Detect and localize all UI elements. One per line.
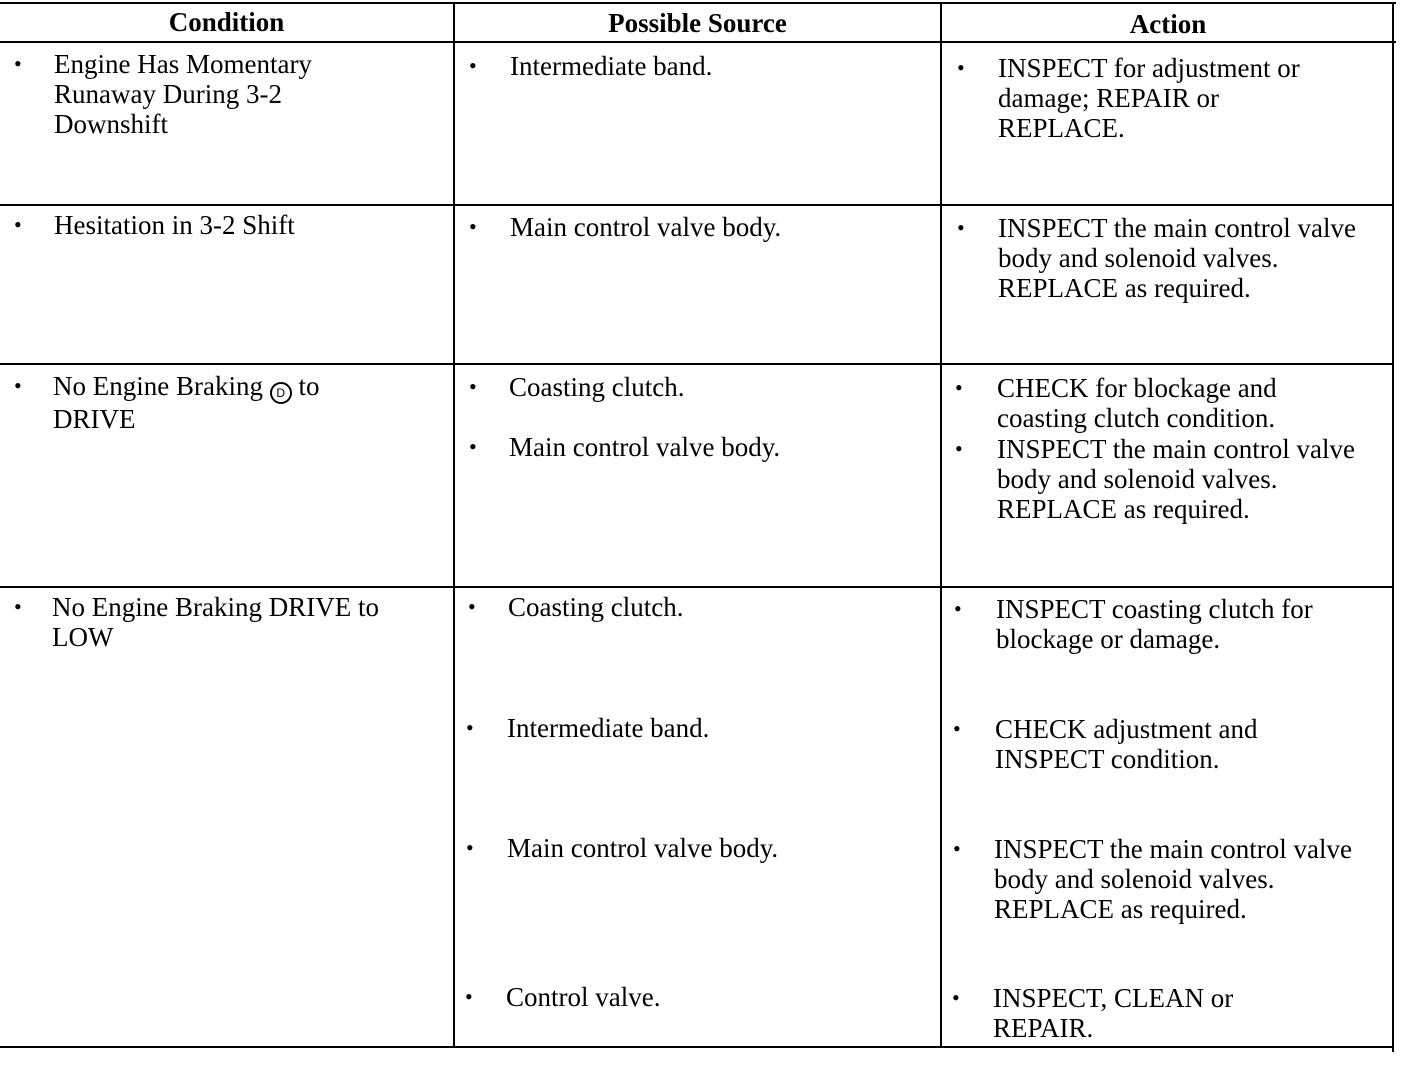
source-text: Main control valve body.: [509, 432, 781, 462]
source-text: Intermediate band.: [507, 713, 710, 743]
bullet: •: [957, 55, 965, 80]
header-divider: [0, 41, 1396, 43]
bullet: •: [955, 375, 963, 400]
action-text: CHECK for blockage and coasting clutch condition.: [997, 373, 1277, 433]
condition-text-start: No Engine Braking: [53, 371, 263, 401]
action-text: INSPECT, CLEAN or REPAIR.: [993, 983, 1234, 1043]
bullet: •: [957, 215, 965, 240]
bullet: •: [469, 53, 477, 78]
bullet: •: [469, 374, 477, 399]
bullet: •: [466, 715, 474, 740]
right-border: [1392, 2, 1394, 1052]
bullet: •: [468, 594, 476, 619]
bullet: •: [953, 716, 961, 741]
header-action: Action: [1129, 9, 1207, 39]
column-divider-2: [940, 2, 942, 1048]
header-possible-source: Possible Source: [608, 8, 787, 38]
bullet: •: [469, 214, 477, 239]
row-divider-1: [0, 204, 1392, 206]
bullet: •: [466, 835, 474, 860]
action-text: CHECK adjustment and INSPECT condition.: [995, 714, 1258, 774]
source-text: Coasting clutch.: [508, 592, 684, 622]
bullet: •: [953, 836, 961, 861]
row-divider-3: [0, 586, 1392, 588]
bullet: •: [955, 436, 963, 461]
column-divider-1: [453, 2, 455, 1048]
source-text: Intermediate band.: [510, 51, 713, 81]
action-text: INSPECT the main control valve body and solenoid valves. REPLACE as required.: [997, 434, 1355, 524]
bullet: •: [14, 373, 22, 398]
bullet: •: [14, 212, 22, 237]
source-text: Control valve.: [506, 982, 661, 1012]
condition-text: [53, 371, 383, 434]
condition-text: Engine Has Momentary Runaway During 3-2 Downshift: [54, 49, 312, 139]
bullet: •: [14, 594, 22, 619]
row-divider-2: [0, 363, 1392, 365]
top-border: [0, 2, 1396, 4]
bottom-border: [0, 1046, 1392, 1048]
action-text: INSPECT for adjustment or damage; REPAIR or REPLACE.: [998, 53, 1300, 143]
action-text: INSPECT coasting clutch for blockage or damage.: [996, 594, 1313, 654]
bullet: •: [952, 985, 960, 1010]
bullet: •: [954, 596, 962, 621]
condition-text-end: to DRIVE: [53, 371, 320, 434]
source-text: Main control valve body.: [510, 212, 782, 242]
source-text: Coasting clutch.: [509, 372, 685, 402]
action-text: INSPECT the main control valve body and solenoid valves. REPLACE as required.: [998, 213, 1356, 303]
bullet: •: [465, 984, 473, 1009]
bullet: •: [14, 51, 22, 76]
condition-text: No Engine Braking DRIVE to LOW: [52, 592, 379, 652]
source-text: Main control valve body.: [507, 833, 779, 863]
header-condition: Condition: [168, 7, 285, 37]
condition-text: Hesitation in 3-2 Shift: [54, 210, 295, 240]
action-text: INSPECT the main control valve body and solenoid valves. REPLACE as required.: [994, 834, 1352, 924]
drive-overdrive-symbol: D: [270, 382, 292, 404]
bullet: •: [469, 434, 477, 459]
